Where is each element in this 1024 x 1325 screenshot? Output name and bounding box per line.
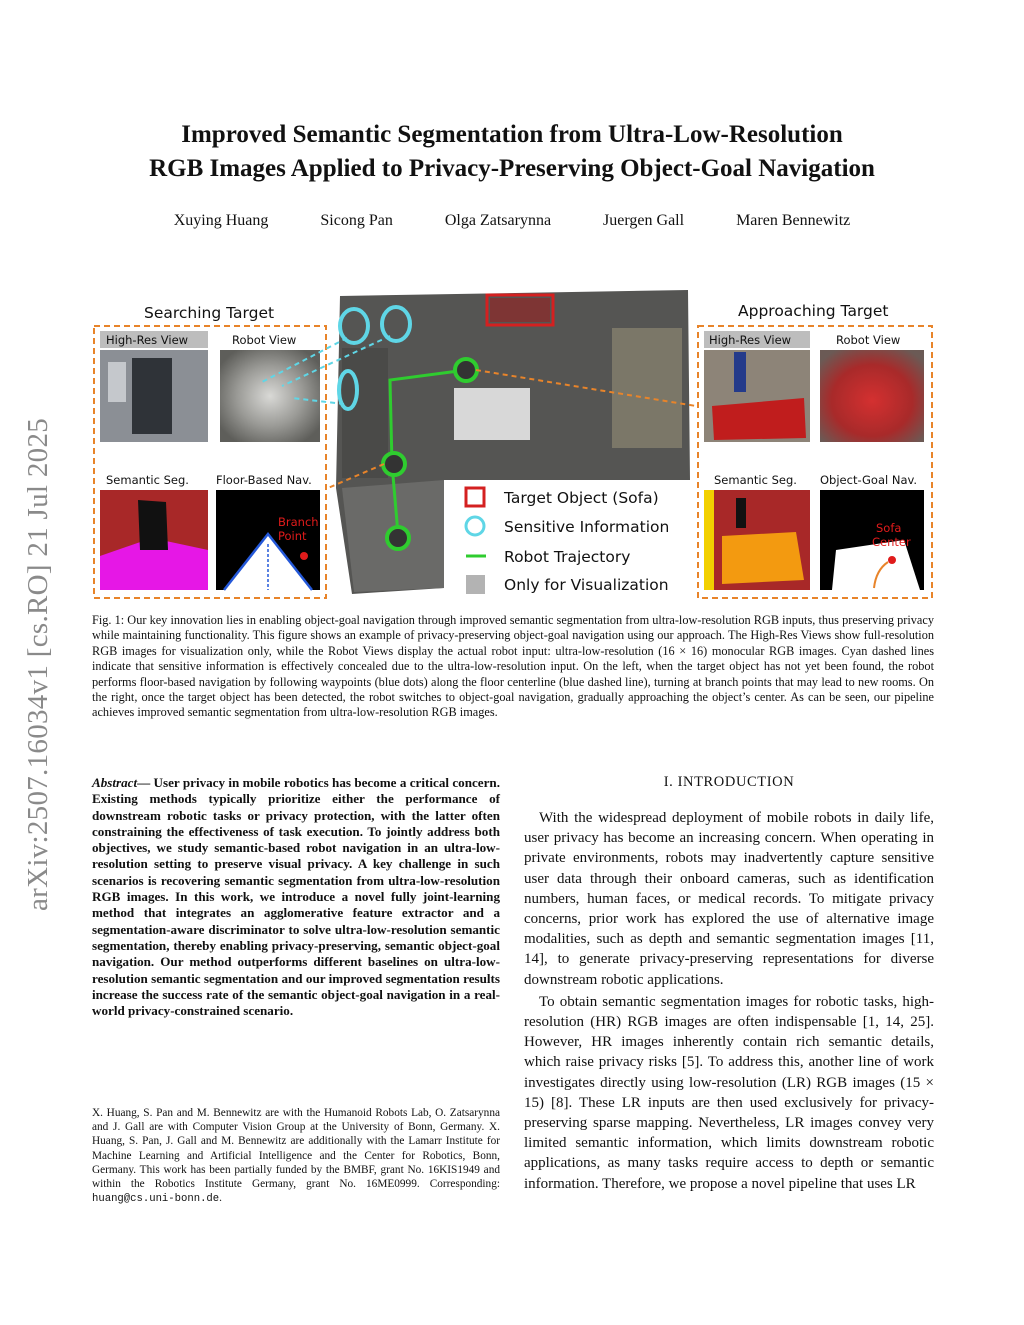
- author-footnote: [92, 1106, 500, 1206]
- figure-caption: Fig. 1: Our key innovation lies in enabling object-goal navigation through improved semantic segmentation from ultra-low-resolution RGB inputs, thus preserving privacy while maintaining functionality. This figure shows an example of privacy-preserving object-goal navigation using our approach. The High-Res Views show full-resolution RGB images for visualization only, while the Robot Views display the actual robot input: ultra-low-resolution (16 × 16) monocular RGB images. Cyan dashed lines indicate that sensitive information is effectively concealed due to the ultra-low-resolution input. On the left, when the target object has not yet been found, the robot performs floor-based navigation by following waypoints (blue dots) along the floor centerline (blue dashed line), turning at branch points that may lead to new rooms. On the right, once the target object has been detected, the robot switches to object-goal navigation, gradually approaching the object’s center. As can be seen, our pipeline achieves improved semantic segmentation from ultra-low-resolution RGB images.: [92, 613, 934, 720]
- left-floornav-branch-dot: [300, 552, 308, 560]
- approaching-target-title: Approaching Target: [738, 302, 889, 320]
- arxiv-id-text: arXiv:2507.16034v1 [cs.RO] 21 Jul 2025: [22, 417, 55, 911]
- right-highres-jacket: [734, 352, 746, 392]
- author-list: [80, 212, 944, 230]
- right-semseg-sofa: [722, 532, 804, 584]
- legend: [466, 488, 669, 594]
- legend-visualization-label: Only for Visualization: [504, 576, 669, 594]
- author: Sicong Pan: [320, 212, 393, 229]
- intro-paragraph-2: To obtain semantic segmentation images for robotic tasks, high-resolution (HR) RGB images are often indispensable [1, 14, 25]. However, HR images inherently contain rich semantic details, which raise privacy risks [5]. To address this, another line of work investigates directly using low-resolution (LR) RGB images (15 × 15) [8]. These LR inputs are then used exclusively for privacy-preserving sparse mapping. Nevertheless, LR images convey very limited semantic information, which limits downstream robotic applications, as many tasks require access to depth or semantic information. Therefore, we propose a novel pipeline that uses LR: [524, 993, 934, 1192]
- right-semseg-wall: [704, 490, 714, 590]
- author: Juergen Gall: [603, 212, 685, 229]
- corresponding-email: huang@cs.uni-bonn.de: [92, 1193, 220, 1206]
- left-floornav-label: Floor-Based Nav.: [216, 473, 312, 487]
- legend-sensitive-label: Sensitive Information: [504, 518, 670, 536]
- robot-waypoint: [383, 453, 405, 475]
- arxiv-identifier: [8, 378, 70, 950]
- room-furniture: [612, 328, 682, 448]
- figure-1: [92, 288, 934, 604]
- footnote-text: X. Huang, S. Pan and M. Bennewitz are with the Humanoid Robots Lab, O. Zatsarynna and J. Gall are with Computer Vision Group at the University of Bonn, Germany. X. Huang, S. Pan, J. Gall and M. Bennewitz are additionally with the Lamarr Institute for Machine Learning and Artificial Intelligence and the Center for Robotics, Bonn, Germany. This work has been partially funded by the BMBF, grant No. 16KIS1949 and within the Robotics Institute Germany, grant No. 16ME0999. Corresponding:: [92, 1107, 500, 1191]
- desk-area: [454, 388, 530, 440]
- left-semseg-door: [138, 500, 168, 550]
- author: Maren Bennewitz: [736, 212, 851, 229]
- intro-paragraph-1: With the widespread deployment of mobile robots in daily life, user privacy has become an increasing concern. When operating in private environments, robots may inadvertently capture sensitive user data through their onboard cameras, such as identification numbers, human faces, or medical records. To mitigate privacy concerns, prior work has explored the use of alternative image modalities, such as depth and semantic segmentation images [11, 14], to generate privacy-preserving representations for diverse downstream robotic applications.: [524, 810, 934, 988]
- left-highres-doorway: [132, 358, 172, 434]
- legend-target-icon: [466, 488, 484, 506]
- branch-label-1: Branch: [278, 515, 319, 529]
- target-sofa-fill: [490, 298, 550, 322]
- right-semseg-object: [736, 498, 746, 528]
- abstract-lead: Abstract: [92, 775, 138, 790]
- right-robotview-label: Robot View: [836, 333, 901, 347]
- introduction-body: [524, 808, 934, 1194]
- legend-target-label: Target Object (Sofa): [504, 489, 659, 507]
- title-line-2: RGB Images Applied to Privacy-Preserving Object-Goal Navigation: [149, 155, 875, 182]
- abstract: [92, 775, 500, 1019]
- right-semseg-label: Semantic Seg.: [714, 473, 797, 487]
- robot-waypoint: [455, 359, 477, 381]
- author: Olga Zatsarynna: [444, 212, 552, 229]
- right-highres-label: High-Res View: [709, 333, 792, 347]
- sofa-label-2: Center: [872, 535, 911, 549]
- paper-title: [80, 118, 944, 186]
- left-semseg-label: Semantic Seg.: [106, 473, 189, 487]
- author: Xuying Huang: [173, 212, 269, 229]
- left-highres-poster: [108, 362, 126, 402]
- legend-visualization-icon: [466, 575, 485, 594]
- searching-target-title: Searching Target: [144, 304, 275, 322]
- title-line-1: Improved Semantic Segmentation from Ultra-Low-Resolution: [181, 121, 843, 148]
- section-heading: I. INTRODUCTION: [663, 774, 795, 790]
- abstract-text: — User privacy in mobile robotics has become a critical concern. Existing methods typically prioritize either the performance of downstream robotic tasks or privacy protection, with the latter often constraining the effectiveness of task execution. To jointly address both objectives, we study semantic-based robot navigation in an ultra-low-resolution setting to preserve visual privacy. A key challenge in such scenarios is recovering semantic segmentation from ultra-low-resolution RGB images. In this work, we introduce a novel fully joint-learning method that integrates an agglomerative feature extractor and a segmentation-aware discriminator to solve ultra-low-resolution semantic segmentation, thereby enabling privacy-preserving, semantic object-goal navigation. Our method outperforms different baselines on ultra-low-resolution semantic segmentation and our improved segmentation results increase the success rate of the semantic object-goal navigation in a real-world privacy-constrained scenario.: [92, 775, 500, 1019]
- left-robotview-label: Robot View: [232, 333, 297, 347]
- right-objnav-center-dot: [888, 556, 896, 564]
- right-robotview-image: [820, 350, 924, 442]
- branch-label-2: Point: [278, 529, 307, 543]
- right-objnav-label: Object-Goal Nav.: [820, 473, 918, 487]
- corridor-wall: [342, 348, 388, 478]
- left-robotview-image: [220, 350, 320, 442]
- robot-waypoint: [387, 527, 409, 549]
- legend-trajectory-label: Robot Trajectory: [504, 548, 631, 566]
- footnote-end: .: [219, 1192, 222, 1205]
- legend-sensitive-icon: [466, 517, 484, 535]
- left-highres-label: High-Res View: [106, 333, 189, 347]
- sofa-label-1: Sofa: [876, 521, 902, 535]
